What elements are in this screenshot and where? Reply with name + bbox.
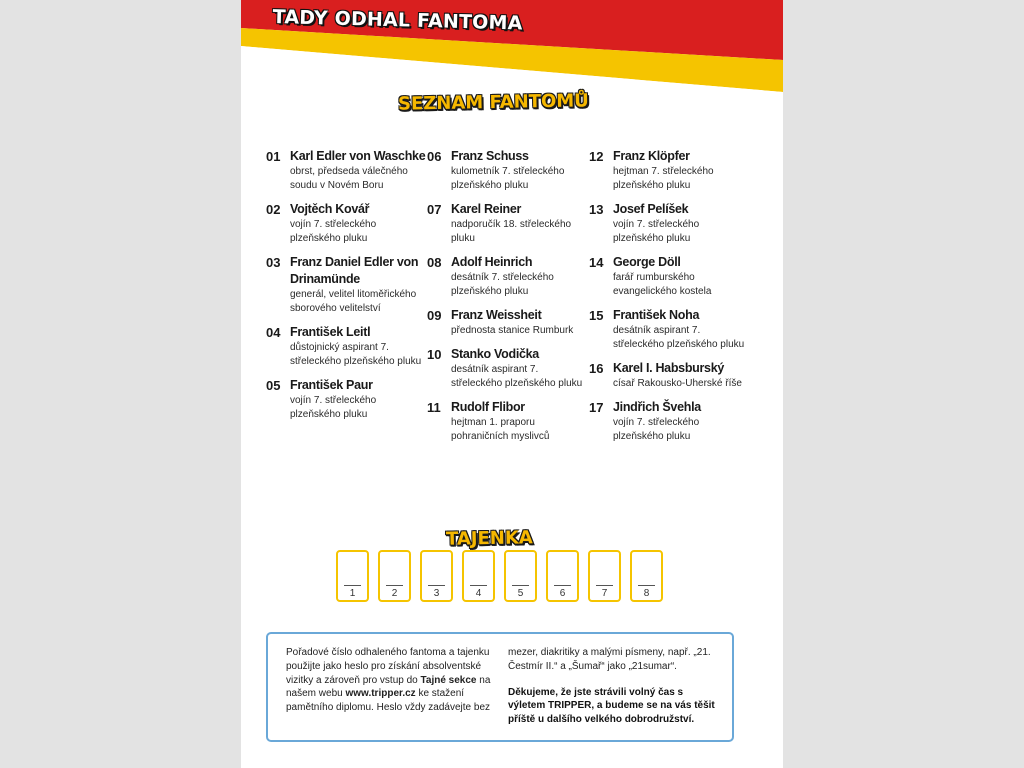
phantom-entry xyxy=(266,148,426,193)
tajenka-box-number: 4 xyxy=(475,588,482,599)
phantom-entry xyxy=(589,201,749,246)
phantom-name: Adolf Heinrich xyxy=(451,255,533,269)
phantom-entry xyxy=(266,254,426,316)
list-heading: SEZNAM FANTOMŮ xyxy=(397,90,589,115)
secret-section-label: Tajné sekce xyxy=(420,674,477,686)
phantom-number: 11 xyxy=(427,400,441,415)
phantom-description: vojín 7. střeleckého plzeňského pluku xyxy=(290,219,377,244)
phantom-name: František Paur xyxy=(290,378,373,392)
phantom-entry xyxy=(589,399,749,444)
phantom-name: Franz Daniel Edler von Drinamünde xyxy=(290,255,419,286)
phantom-entry xyxy=(427,201,587,246)
info-box xyxy=(266,632,734,742)
phantom-name: Karel Reiner xyxy=(451,202,522,216)
phantom-entry xyxy=(427,346,587,391)
phantom-description: hejtman 7. střeleckého plzeňského pluku xyxy=(613,166,714,191)
info-right-text xyxy=(508,646,723,727)
info-text-4: mezer, diakritiky a malými písmeny, např. „21. Čestmír II.“ a „Šumař“ jako „21sumar“. xyxy=(508,647,711,672)
answer-line xyxy=(596,585,613,586)
phantom-number: 02 xyxy=(266,202,281,217)
phantom-description: císař Rakousko-Uherské říše xyxy=(613,378,742,389)
phantom-number: 17 xyxy=(589,400,604,415)
phantom-number: 08 xyxy=(427,255,442,270)
phantom-number: 15 xyxy=(589,308,604,323)
phantom-entry xyxy=(427,307,587,338)
phantom-description: obrst, předseda válečného soudu v Novém Boru xyxy=(290,166,408,191)
phantom-name: Vojtěch Kovář xyxy=(290,202,370,216)
phantom-name: František Leitl xyxy=(290,325,371,339)
phantom-description: desátník 7. střeleckého plzeňského pluku xyxy=(451,272,554,297)
phantom-entry xyxy=(427,399,587,444)
phantom-description: nadporučík 18. střeleckého pluku xyxy=(451,219,572,244)
phantom-entry xyxy=(427,254,587,299)
phantom-number: 04 xyxy=(266,325,281,340)
phantom-column-3 xyxy=(589,148,749,452)
page-title: TADY ODHAL FANTOMA xyxy=(272,6,523,35)
tajenka-box-number: 1 xyxy=(349,588,356,599)
tajenka-box-number: 7 xyxy=(601,588,608,599)
phantom-name: George Döll xyxy=(613,255,681,269)
phantom-description: přednosta stanice Rumburk xyxy=(451,325,574,336)
tajenka-box-number: 3 xyxy=(433,588,440,599)
phantom-entry xyxy=(589,307,749,352)
phantom-entry xyxy=(266,377,426,422)
phantom-number: 07 xyxy=(427,202,442,217)
phantom-description: kulometník 7. střeleckého plzeňského pluku xyxy=(451,166,565,191)
phantom-name: Josef Pelíšek xyxy=(613,202,689,216)
tajenka-box-number: 5 xyxy=(517,588,524,599)
phantom-name: Stanko Vodička xyxy=(451,347,539,361)
document-page xyxy=(241,0,783,768)
answer-line xyxy=(470,585,487,586)
phantom-name: Karel I. Habsburský xyxy=(613,361,725,375)
phantom-name: Franz Schuss xyxy=(451,149,529,163)
phantom-description: vojín 7. střeleckého plzeňského pluku xyxy=(290,395,377,420)
phantom-name: Jindřich Švehla xyxy=(613,400,701,414)
phantom-name: Karl Edler von Waschke xyxy=(290,149,426,163)
tajenka-box-number: 6 xyxy=(559,588,566,599)
phantom-number: 05 xyxy=(266,378,281,393)
tajenka-box[interactable] xyxy=(336,550,369,602)
answer-line xyxy=(512,585,529,586)
phantom-name: Rudolf Flibor xyxy=(451,400,525,414)
phantom-number: 10 xyxy=(427,347,442,362)
answer-line xyxy=(386,585,403,586)
tajenka-box[interactable] xyxy=(630,550,663,602)
phantom-description: důstojnický aspirant 7. střeleckého plzeňského pluku xyxy=(290,342,422,367)
tajenka-box[interactable] xyxy=(378,550,411,602)
tajenka-box[interactable] xyxy=(588,550,621,602)
phantom-entry xyxy=(589,148,749,193)
tajenka-boxes xyxy=(336,550,676,606)
info-text-2: na našem webu xyxy=(286,674,491,700)
tajenka-box[interactable] xyxy=(546,550,579,602)
thanks-text: Děkujeme, že jste strávili volný čas s výletem TRIPPER, a budeme se na vás těšit příště u dalšího velkého dobrodružství. xyxy=(508,686,715,726)
phantom-description: desátník aspirant 7. střeleckého plzeňského pluku xyxy=(613,325,745,350)
phantom-number: 03 xyxy=(266,255,281,270)
phantom-entry xyxy=(589,360,749,391)
phantom-entry xyxy=(266,201,426,246)
tajenka-box[interactable] xyxy=(462,550,495,602)
phantom-entry xyxy=(266,324,426,369)
phantom-description: vojín 7. střeleckého plzeňského pluku xyxy=(613,219,700,244)
phantom-entry xyxy=(589,254,749,299)
tajenka-box[interactable] xyxy=(420,550,453,602)
answer-line xyxy=(554,585,571,586)
phantom-number: 09 xyxy=(427,308,442,323)
phantom-description: farář rumburského evangelického kostela xyxy=(613,272,712,297)
answer-line xyxy=(344,585,361,586)
phantom-number: 14 xyxy=(589,255,604,270)
answer-line xyxy=(428,585,445,586)
phantom-name: Franz Weissheit xyxy=(451,308,542,322)
phantom-description: desátník aspirant 7. střeleckého plzeňského pluku xyxy=(451,364,583,389)
answer-line xyxy=(638,585,655,586)
info-left-text xyxy=(286,646,496,715)
info-text-3: ke stažení pamětního diplomu. Heslo vždy zadávejte bez xyxy=(286,688,491,714)
phantom-description: generál, velitel litoměřického sborového velitelství xyxy=(290,289,417,314)
phantom-description: hejtman 1. praporu pohraničních myslivců xyxy=(451,417,550,442)
phantom-number: 06 xyxy=(427,149,442,164)
tajenka-box-number: 8 xyxy=(643,588,650,599)
phantom-number: 13 xyxy=(589,202,604,217)
phantom-column-1 xyxy=(266,148,426,430)
website-link[interactable]: www.tripper.cz xyxy=(345,688,416,700)
phantom-number: 12 xyxy=(589,149,604,164)
info-text-1: Pořadové číslo odhaleného fantoma a tajenku použijte jako heslo pro získání absolventské vizitky a zároveň pro vstup do xyxy=(286,647,490,686)
tajenka-heading: TAJENKA xyxy=(445,527,533,550)
phantom-number: 01 xyxy=(266,149,281,164)
phantom-name: František Noha xyxy=(613,308,700,322)
phantom-number: 16 xyxy=(589,361,604,376)
phantom-description: vojín 7. střeleckého plzeňského pluku xyxy=(613,417,700,442)
tajenka-box-number: 2 xyxy=(391,588,398,599)
phantom-name: Franz Klöpfer xyxy=(613,149,690,163)
phantom-entry xyxy=(427,148,587,193)
tajenka-box[interactable] xyxy=(504,550,537,602)
phantom-column-2 xyxy=(427,148,587,452)
